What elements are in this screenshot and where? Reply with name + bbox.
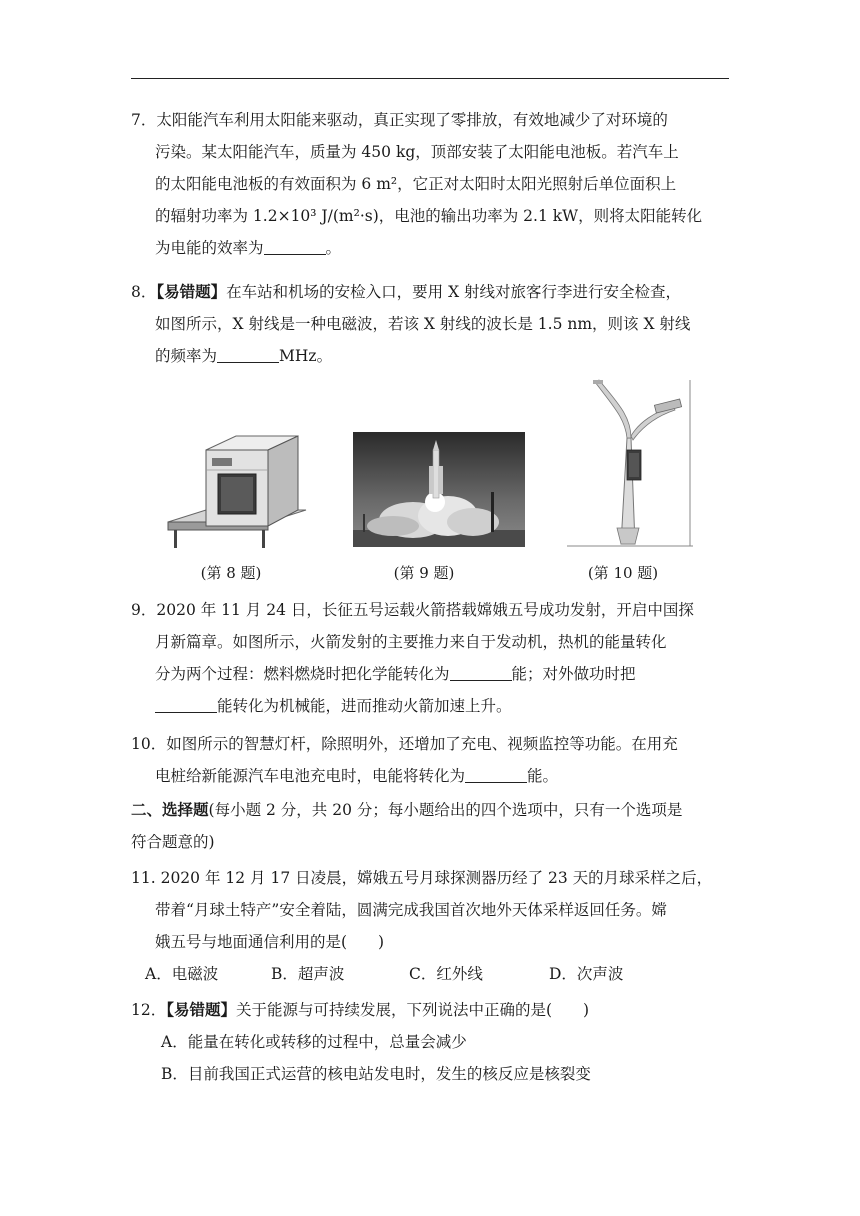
question-9 <box>131 594 731 722</box>
q9-line: 月新篇章。如图所示，火箭发射的主要推力来自于发动机，热机的能量转化 <box>155 633 667 651</box>
header-rule <box>131 78 729 79</box>
option-d[interactable]: D．次声波 <box>549 965 624 983</box>
q8-line <box>131 340 731 372</box>
question-number: 8． <box>131 283 157 301</box>
answer-blank[interactable] <box>465 764 527 783</box>
question-8 <box>131 276 731 372</box>
answer-blank[interactable] <box>217 344 279 363</box>
section-choice-questions <box>131 794 731 858</box>
section-2-line <box>131 794 731 826</box>
answer-blank[interactable] <box>264 236 326 255</box>
smart-lamp-pole-figure <box>565 378 695 550</box>
q12-text: 关于能源与可持续发展，下列说法中正确的是( ) <box>236 1001 590 1019</box>
q9-line: 9．2020 年 11 月 24 日，长征五号运载火箭搭载嫦娥五号成功发射，开启中国探 <box>131 601 694 619</box>
q7-text: 为电能的效率为 <box>155 239 264 257</box>
q10-line <box>131 760 731 792</box>
q7-line: 的辐射功率为 1.2×10³ J/(m²·s)，电池的输出功率为 2.1 kW，则将太阳能转化 <box>155 207 703 225</box>
q12-line <box>131 994 731 1026</box>
answer-blank[interactable] <box>155 694 217 713</box>
q11-options <box>131 958 731 990</box>
q7-line <box>131 232 731 264</box>
figure-10-caption: (第 10 题) <box>587 564 659 582</box>
q10-line: 10．如图所示的智慧灯杆，除照明外，还增加了充电、视频监控等功能。在用充 <box>131 735 678 753</box>
question-11 <box>131 862 731 990</box>
q8-text: MHz。 <box>279 347 333 365</box>
q9-line <box>131 658 731 690</box>
q10-text: 电桩给新能源汽车电池充电时，电能将转化为 <box>155 767 466 785</box>
q8-text: 在车站和机场的安检入口，要用 X 射线对旅客行李进行安全检查， <box>226 283 682 301</box>
question-7 <box>131 104 731 264</box>
q9-text: 能；对外做功时把 <box>511 665 636 683</box>
option-c[interactable]: C．红外线 <box>409 965 483 983</box>
q9-line <box>131 690 731 722</box>
rocket-launch-figure <box>353 432 525 547</box>
error-prone-tag: 【易错题】 <box>156 282 227 301</box>
q7-text: 。 <box>325 239 342 257</box>
section-title: 二、选择题 <box>131 800 209 819</box>
question-12 <box>131 994 731 1090</box>
q11-line: 带着“月球土特产”安全着陆，圆满完成我国首次地外天体采样返回任务。嫦 <box>155 901 667 919</box>
q9-text: 分为两个过程：燃料燃烧时把化学能转化为 <box>155 665 450 683</box>
xray-scanner-figure <box>166 430 314 552</box>
option-b[interactable]: B．目前我国正式运营的核电站发电时，发生的核反应是核裂变 <box>161 1065 591 1083</box>
q11-line: 11. 2020 年 12 月 17 日凌晨，嫦娥五号月球探测器历经了 23 天的月球采样之后， <box>131 869 713 887</box>
q8-line: 如图所示，X 射线是一种电磁波，若该 X 射线的波长是 1.5 nm，则该 X 射线 <box>155 315 691 333</box>
q7-line: 污染。某太阳能汽车，质量为 450 kg，顶部安装了太阳能电池板。若汽车上 <box>155 143 679 161</box>
option-a[interactable]: A．能量在转化或转移的过程中，总量会减少 <box>161 1033 467 1051</box>
q7-line: 的太阳能电池板的有效面积为 6 m²，它正对太阳时太阳光照射后单位面积上 <box>155 175 677 193</box>
q8-line <box>131 276 731 308</box>
question-number: 12． <box>131 1001 167 1019</box>
section-instructions: (每小题 2 分，共 20 分；每小题给出的四个选项中，只有一个选项是 <box>208 801 683 819</box>
figure-8-caption: (第 8 题) <box>200 564 262 582</box>
answer-blank[interactable] <box>450 662 512 681</box>
q7-line: 7．太阳能汽车利用太阳能来驱动，真正实现了零排放，有效地减少了对环境的 <box>131 111 668 129</box>
option-b[interactable]: B．超声波 <box>271 965 345 983</box>
error-prone-tag: 【易错题】 <box>166 1000 236 1019</box>
q9-text: 能转化为机械能，进而推动火箭加速上升。 <box>217 697 512 715</box>
question-10 <box>131 728 731 792</box>
q10-text: 能。 <box>527 767 559 785</box>
q11-line: 娥五号与地面通信利用的是( ) <box>155 933 385 951</box>
q8-text: 的频率为 <box>155 347 218 365</box>
section-2-line: 符合题意的) <box>131 833 215 851</box>
figure-9-caption: (第 9 题) <box>393 564 455 582</box>
option-a[interactable]: A．电磁波 <box>145 965 219 983</box>
